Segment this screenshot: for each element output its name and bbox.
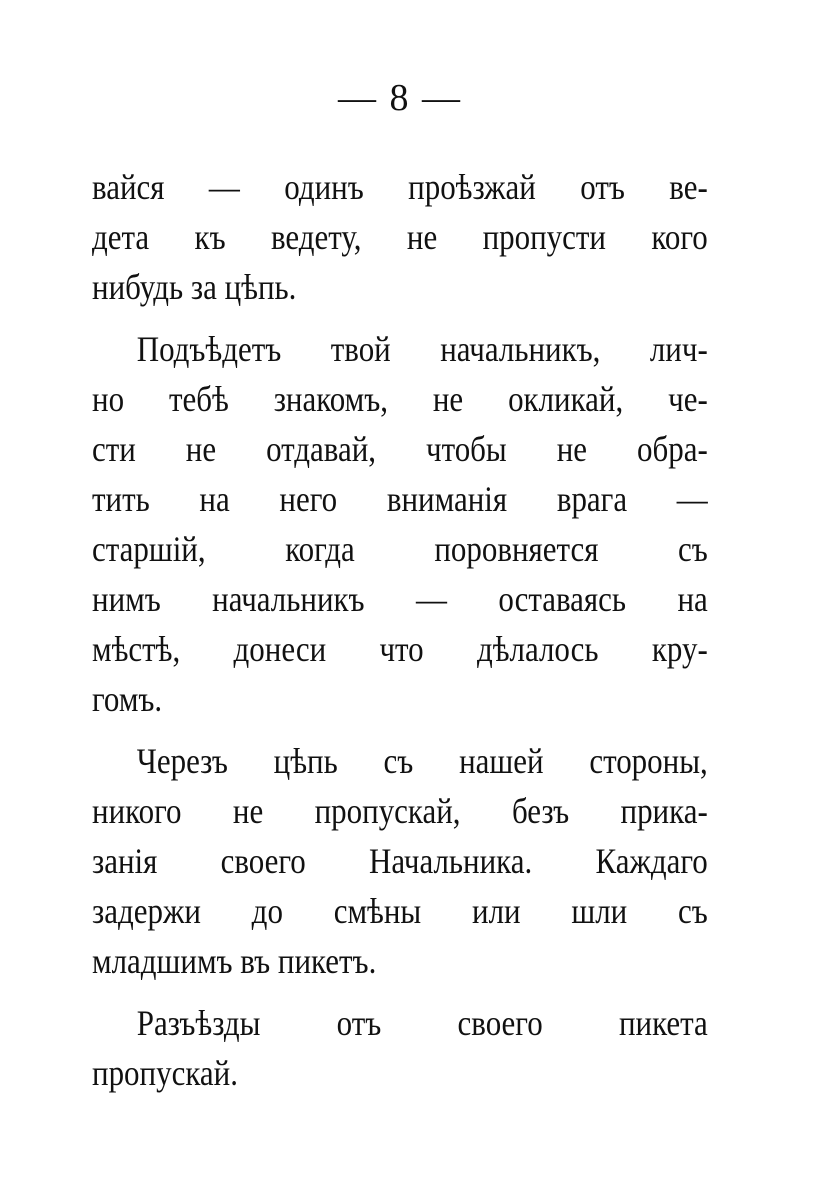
- paragraph-4: [92, 998, 708, 1098]
- text-line: но тебѣ знакомъ, не окликай, че-: [92, 379, 708, 419]
- paragraph-3: [92, 736, 708, 986]
- paragraph-1: [92, 162, 708, 312]
- text-line: Подъѣдетъ твой начальникъ, лич-: [136, 329, 708, 369]
- document-page: [92, 78, 708, 1110]
- text-line: пропускай.: [92, 1053, 238, 1093]
- text-line: старшій, когда поровняется съ: [92, 529, 708, 569]
- text-line: вайся — одинъ проѣзжай отъ ве-: [92, 167, 708, 207]
- text-line: нимъ начальникъ — оставаясь на: [92, 579, 708, 619]
- text-line: Разъѣзды отъ своего пикета: [136, 1003, 708, 1043]
- text-line: занія своего Начальника. Каждаго: [92, 841, 708, 881]
- text-line: Черезъ цѣпь съ нашей стороны,: [136, 741, 708, 781]
- text-line: гомъ.: [92, 679, 163, 719]
- text-line: мѣстѣ, донеси что дѣлалось кру-: [92, 629, 708, 669]
- text-line: младшимъ въ пикетъ.: [92, 941, 377, 981]
- page-number: — 8 —: [338, 77, 462, 119]
- text-line: задержи до смѣны или шли съ: [92, 891, 708, 931]
- text-line: никого не пропускай, безъ прика-: [92, 791, 708, 831]
- text-line: нибудь за цѣпь.: [92, 267, 297, 307]
- text-line: дета къ ведету, не пропусти кого: [92, 217, 708, 257]
- text-line: тить на него вниманія врага —: [92, 479, 708, 519]
- text-line: сти не отдавай, чтобы не обра-: [92, 429, 708, 469]
- paragraph-2: [92, 324, 708, 724]
